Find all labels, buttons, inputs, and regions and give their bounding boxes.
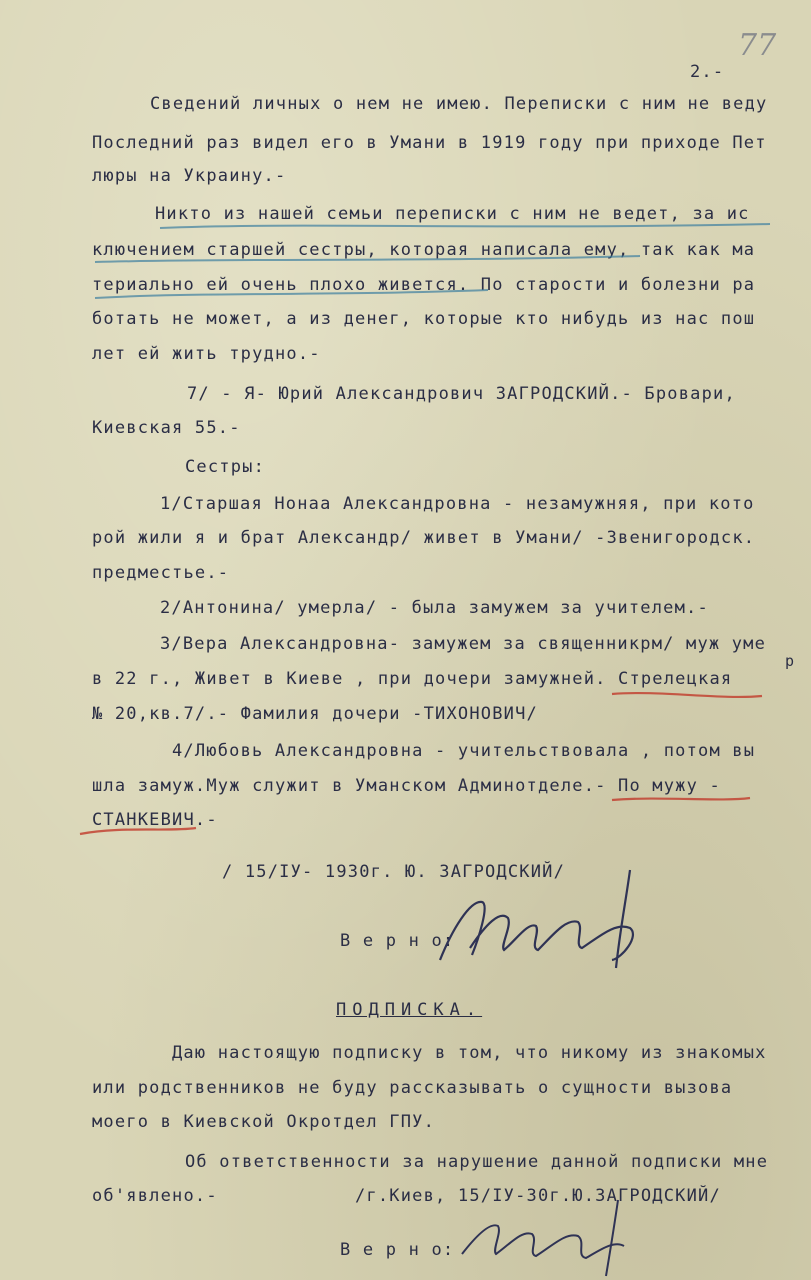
correction-letter: р [785, 652, 796, 670]
page-number: 2.- [690, 62, 725, 82]
text-line: в 22 г., Живет в Киеве , при дочери замужней. Стрелецкая [92, 669, 733, 689]
text-line: рой жили я и брат Александр/ живет в Умани/ -Звенигородск. [92, 528, 756, 548]
text-line: люры на Украину.- [92, 166, 287, 186]
text-line: Даю настоящую подписку в том, что никому из знакомых [172, 1043, 767, 1063]
text-line: предместье.- [92, 563, 230, 583]
text-line: Последний раз видел его в Умани в 1919 году при приходе Пет [92, 133, 767, 153]
text-line: ключением старшей сестры, которая написала ему, так как ма [92, 240, 756, 260]
certified-label: В е р н о: [340, 1240, 455, 1260]
handwritten-signature [462, 1200, 624, 1276]
certified-label: В е р н о: [340, 931, 455, 951]
text-line: 7/ - Я- Юрий Александрович ЗАГРОДСКИЙ.- Бровари, [187, 384, 736, 404]
handwritten-signature [440, 870, 633, 968]
text-line: 3/Вера Александровна- замужем за священникрм/ муж уме [160, 634, 767, 654]
text-line: 4/Любовь Александровна - учительствовала , потом вы [172, 741, 756, 761]
text-line: шла замуж.Муж служит в Уманском Админотделе.- По мужу - [92, 776, 721, 796]
text-line: Киевская 55.- [92, 418, 241, 438]
text-line: СТАНКЕВИЧ.- [92, 810, 218, 830]
red-underline [80, 828, 196, 834]
text-line: моего в Киевской Окротдел ГПУ. [92, 1112, 436, 1132]
red-underline [612, 693, 762, 697]
text-line: или родственников не буду рассказывать о сущности вызова [92, 1078, 733, 1098]
text-line: Сестры: [185, 457, 266, 477]
text-line: лет ей жить трудно.- [92, 344, 321, 364]
folio-number: 77 [738, 28, 777, 63]
signature-line: /г.Киев, 15/IУ-30г.Ю.ЗАГРОДСКИЙ/ [355, 1186, 721, 1206]
text-line: 1/Старшая Нонаа Александровна - незамужняя, при кото [160, 494, 755, 514]
red-underline [612, 798, 750, 800]
blue-underline [95, 256, 640, 262]
text-line: Сведений личных о нем не имею. Переписки с ним не веду [150, 94, 768, 114]
blue-underline [95, 290, 488, 298]
heading: ПОДПИСКА. [336, 1000, 483, 1020]
text-line: об'явлено.- [92, 1186, 218, 1206]
signature-line: / 15/IУ- 1930г. Ю. ЗАГРОДСКИЙ/ [222, 862, 566, 882]
text-line: № 20,кв.7/.- Фамилия дочери -ТИХОНОВИЧ/ [92, 704, 538, 724]
text-line: Никто из нашей семьи переписки с ним не ведет, за ис [155, 204, 750, 224]
blue-underline [160, 224, 770, 228]
text-line: 2/Антонина/ умерла/ - была замужем за учителем.- [160, 598, 709, 618]
text-line: териально ей очень плохо живется. По старости и болезни ра [92, 275, 756, 295]
text-line: ботать не может, а из денег, которые кто нибудь из нас пош [92, 309, 756, 329]
text-line: Об ответственности за нарушение данной подписки мне [185, 1152, 769, 1172]
